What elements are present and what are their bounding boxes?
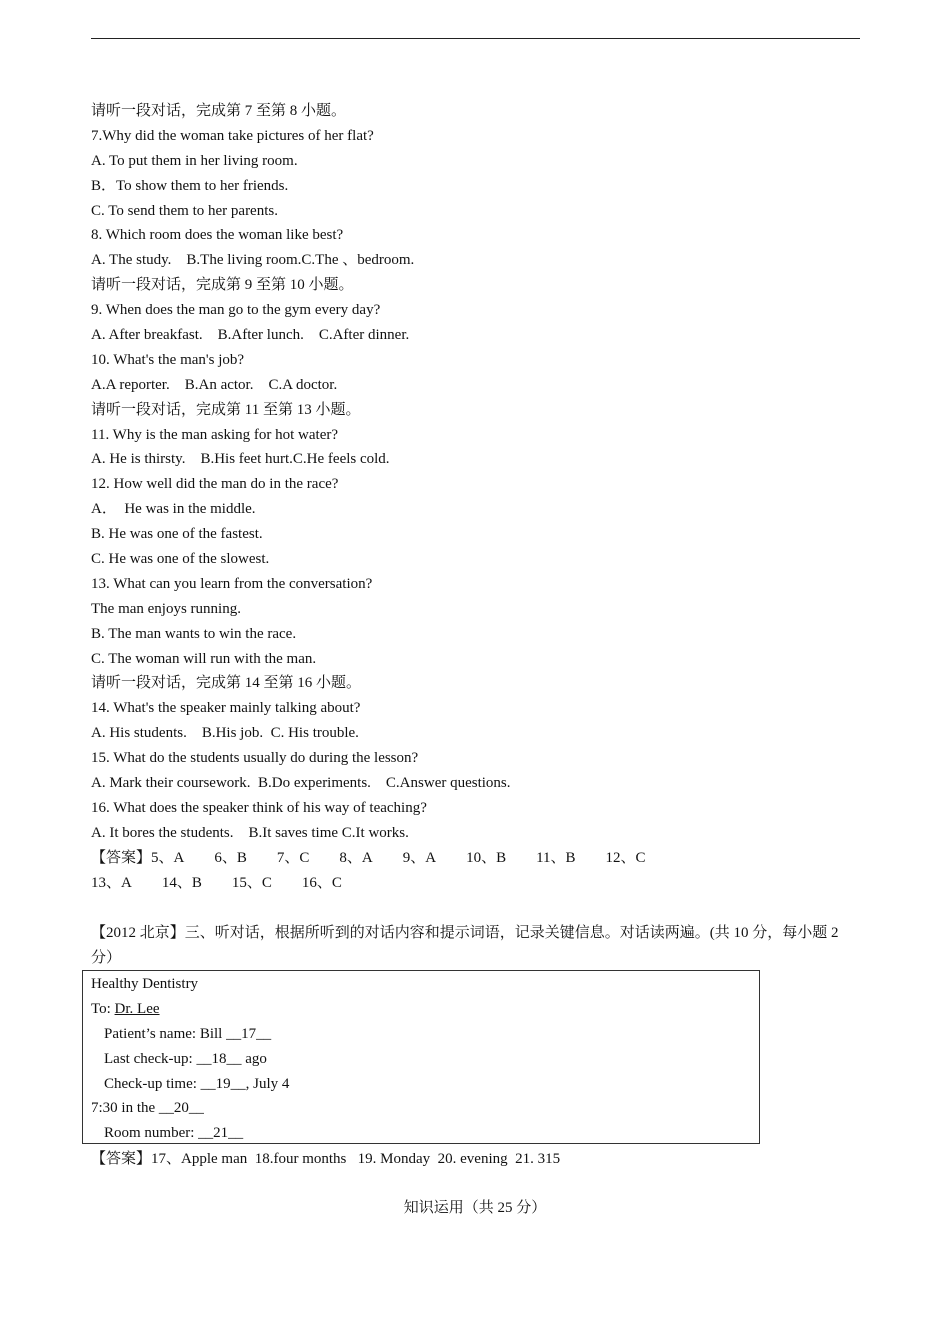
answer-item: 9、A xyxy=(402,849,437,866)
answer-item: 13、A xyxy=(91,874,132,891)
note-to-label: To: xyxy=(91,1000,115,1017)
question-line: B. He was one of the fastest. xyxy=(91,526,263,543)
answer-item: 15、C xyxy=(231,874,272,891)
question-line: 10. What's the man's job? xyxy=(91,351,245,368)
question-line: 11. Why is the man asking for hot water? xyxy=(91,426,339,443)
listening-questions xyxy=(91,99,866,896)
note-to-line xyxy=(91,997,759,1022)
header-rule xyxy=(91,38,860,39)
note-to-name: Dr. Lee xyxy=(114,1000,160,1017)
question-line: 16. What does the speaker think of his way of teaching? xyxy=(91,799,427,816)
part2-answer: 【答案】17、Apple man 18.four months 19. Monday 20. evening 21. 315 xyxy=(91,1151,561,1167)
answer-label: 【答案】 xyxy=(91,849,152,866)
page-footer: 知识运用（共 25 分） xyxy=(403,1200,547,1216)
answer-item: 14、B xyxy=(161,874,202,891)
answer-item: 7、C xyxy=(276,849,310,866)
note-last-checkup: Last check-up: __18__ ago xyxy=(104,1050,267,1067)
question-line: 13. What can you learn from the conversation? xyxy=(91,575,373,592)
answer-item: 16、C xyxy=(301,874,342,891)
question-line: C. To send them to her parents. xyxy=(91,202,278,219)
question-line: 请听一段对话，完成第 14 至第 16 小题。 xyxy=(91,675,362,692)
answer-item: 10、B xyxy=(466,849,507,866)
answer-row-1 xyxy=(91,846,866,871)
question-line: 请听一段对话，完成第 9 至第 10 小题。 xyxy=(91,277,354,294)
note-time-line: 7:30 in the __20__ xyxy=(91,1100,204,1117)
answer-item: 12、C xyxy=(605,849,646,866)
question-line: A. It bores the students. B.It saves time C.It works. xyxy=(91,824,409,841)
question-line: The man enjoys running. xyxy=(91,600,241,617)
answer-item: 11、B xyxy=(536,849,576,866)
section-heading: 【2012 北京】三、听对话，根据所听到的对话内容和提示词语，记录关键信息。对话读两遍。(共 10 分，每小题 2 分） xyxy=(91,925,839,966)
question-line: 请听一段对话，完成第 11 至第 13 小题。 xyxy=(91,401,361,418)
answer-item: 8、A xyxy=(339,849,373,866)
question-line: 8. Which room does the woman like best? xyxy=(91,227,344,244)
note-patient-name: Patient’s name: Bill __17__ xyxy=(104,1025,272,1042)
question-line: 15. What do the students usually do during the lesson? xyxy=(91,750,419,767)
question-line: 请听一段对话，完成第 7 至第 8 小题。 xyxy=(91,103,347,119)
answer-item: 6、B xyxy=(214,849,247,866)
note-room-number: Room number: __21__ xyxy=(104,1125,244,1142)
question-line: A. Mark their coursework. B.Do experiments. C.Answer questions. xyxy=(91,775,511,792)
question-line: A. After breakfast. B.After lunch. C.After dinner. xyxy=(91,327,410,344)
dentistry-note-box xyxy=(82,970,760,1144)
question-line: A.A reporter. B.An actor. C.A doctor. xyxy=(91,376,338,393)
question-line: A． He was in the middle. xyxy=(91,501,256,518)
question-line: 7.Why did the woman take pictures of her flat? xyxy=(91,127,374,144)
question-line: A. The study. B.The living room.C.The 、bedroom. xyxy=(91,252,415,269)
question-line: A. To put them in her living room. xyxy=(91,152,298,169)
answer-row-2 xyxy=(91,871,866,896)
question-line: B．To show them to her friends. xyxy=(91,177,289,194)
answer-item: 5、A xyxy=(151,849,185,866)
note-checkup-time: Check-up time: __19__, July 4 xyxy=(104,1075,290,1092)
question-line: 9. When does the man go to the gym every day? xyxy=(91,302,381,319)
question-line: 12. How well did the man do in the race? xyxy=(91,476,339,493)
question-line: B. The man wants to win the race. xyxy=(91,625,297,642)
question-line: C. The woman will run with the man. xyxy=(91,650,317,667)
question-line: A. His students. B.His job. C. His trouble. xyxy=(91,725,359,742)
note-title: Healthy Dentistry xyxy=(91,976,199,992)
question-line: A. He is thirsty. B.His feet hurt.C.He feels cold. xyxy=(91,451,390,468)
question-line: C. He was one of the slowest. xyxy=(91,551,270,568)
question-line: 14. What's the speaker mainly talking about? xyxy=(91,700,361,717)
